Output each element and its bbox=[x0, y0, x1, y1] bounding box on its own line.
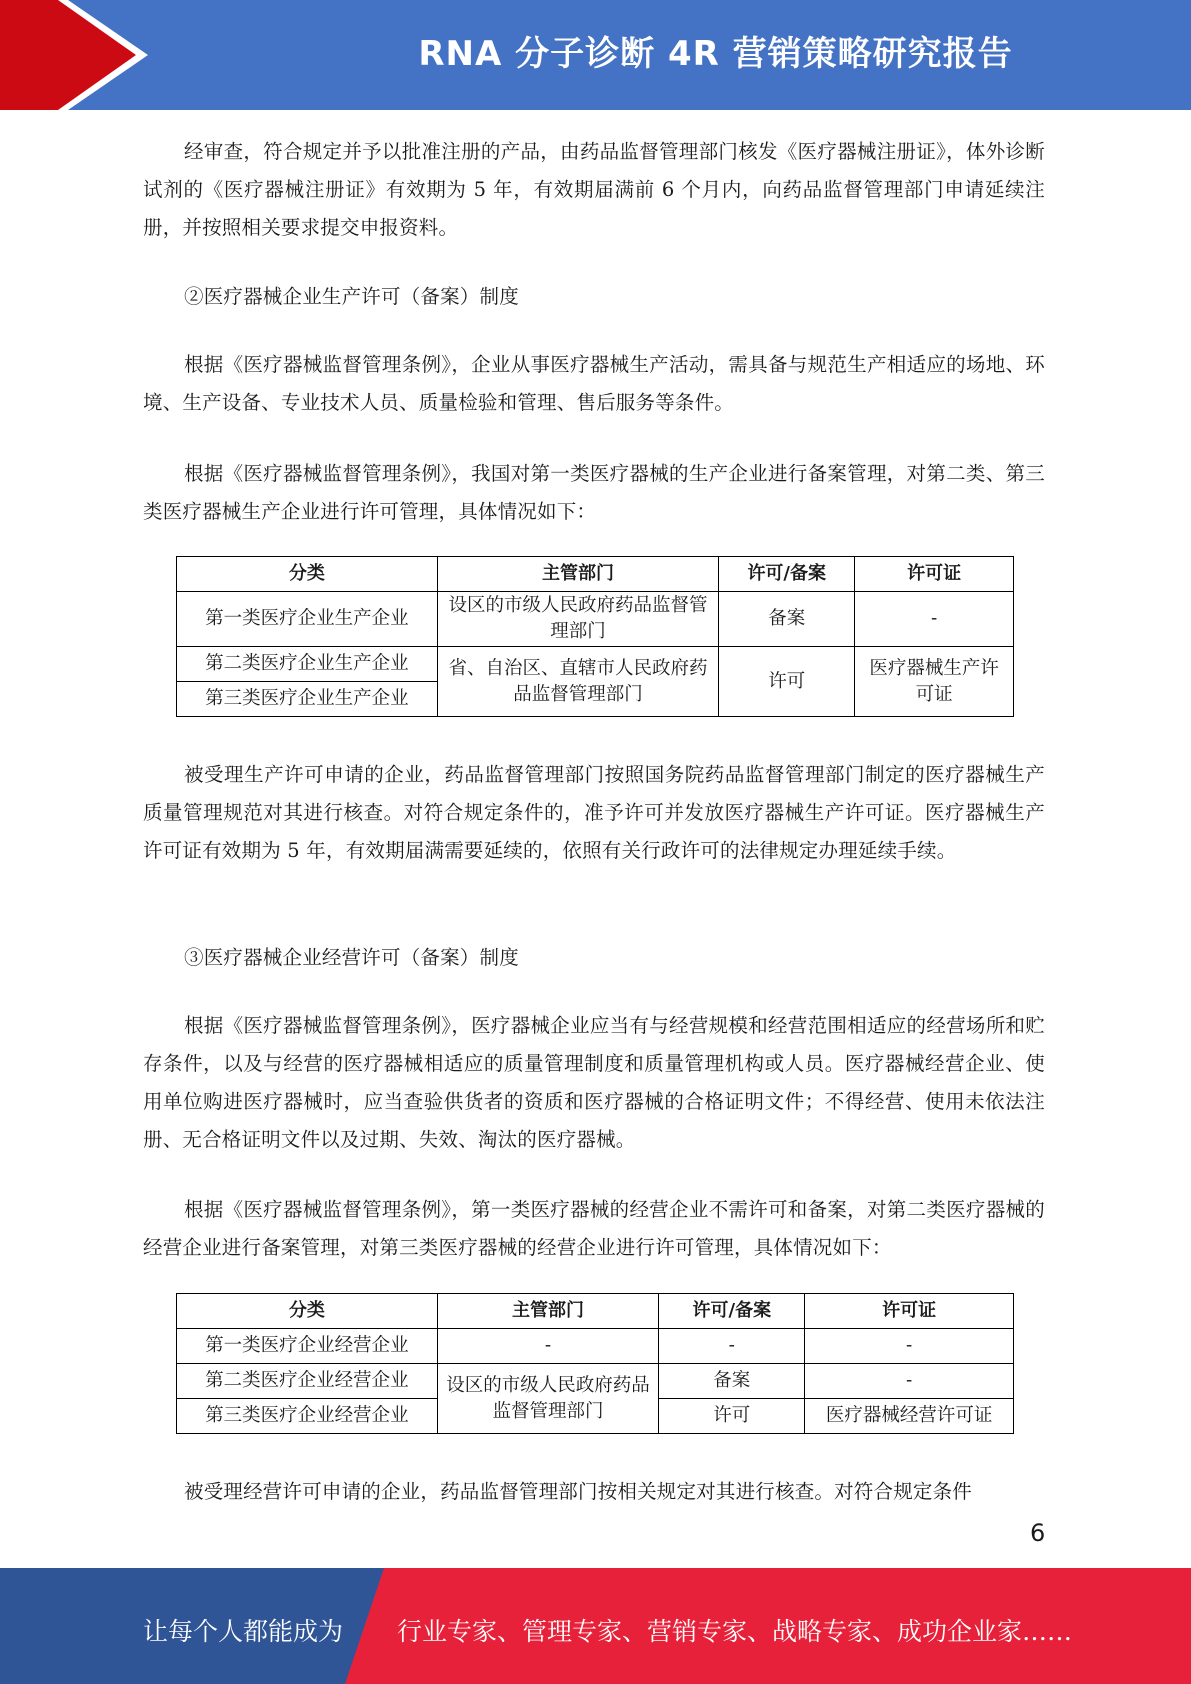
cell-license-type: - bbox=[659, 1329, 805, 1364]
red-chevron-logo bbox=[0, 0, 160, 110]
cell-certificate: - bbox=[805, 1329, 1014, 1364]
table-row bbox=[177, 592, 1014, 647]
table-row bbox=[177, 647, 1014, 682]
cell-category: 第一类医疗企业经营企业 bbox=[177, 1329, 438, 1364]
operation-license-table bbox=[176, 1293, 1014, 1434]
paragraph-production-management: 根据《医疗器械监督管理条例》，我国对第一类医疗器械的生产企业进行备案管理，对第二类、第三类医疗器械生产企业进行许可管理，具体情况如下： bbox=[143, 462, 1045, 523]
cell-license-type: 许可 bbox=[719, 647, 855, 717]
report-title: RNA 分子诊断 4R 营销策略研究报告 bbox=[418, 34, 1013, 74]
footer-slogan-right: 行业专家、管理专家、营销专家、战略专家、成功企业家…… bbox=[397, 1617, 1073, 1646]
header-certificate: 许可证 bbox=[805, 1294, 1014, 1329]
paragraph-production-inspection: 被受理生产许可申请的企业，药品监督管理部门按照国务院药品监督管理部门制定的医疗器械生产质量管理规范对其进行核查。对符合规定条件的，准予许可并发放医疗器械生产许可证。医疗器械生产许可证有效期为 5 年，有效期届满需要延续的，依照有关行政许可的法律规定办理延续手续。 bbox=[143, 763, 1045, 862]
footer-slogan-left: 让每个人都能成为 bbox=[143, 1617, 344, 1646]
header-department: 主管部门 bbox=[437, 557, 719, 592]
table-row bbox=[177, 1364, 1014, 1399]
cell-license-type: 备案 bbox=[719, 592, 855, 647]
paragraph-production-conditions: 根据《医疗器械监督管理条例》，企业从事医疗器械生产活动，需具备与规范生产相适应的场地、环境、生产设备、专业技术人员、质量检验和管理、售后服务等条件。 bbox=[143, 353, 1045, 414]
report-header bbox=[0, 0, 1191, 110]
table-header-row bbox=[177, 557, 1014, 592]
cell-license-type: 许可 bbox=[659, 1399, 805, 1434]
cell-department: 省、自治区、直辖市人民政府药品监督管理部门 bbox=[437, 647, 719, 717]
cell-category: 第二类医疗企业生产企业 bbox=[177, 647, 438, 682]
header-department: 主管部门 bbox=[437, 1294, 659, 1329]
cell-category: 第二类医疗企业经营企业 bbox=[177, 1364, 438, 1399]
cell-certificate: 医疗器械生产许可证 bbox=[855, 647, 1014, 717]
cell-category: 第三类医疗企业经营企业 bbox=[177, 1399, 438, 1434]
paragraph-operation-conditions: 根据《医疗器械监督管理条例》，医疗器械企业应当有与经营规模和经营范围相适应的经营场所和贮存条件，以及与经营的医疗器械相适应的质量管理制度和质量管理机构或人员。医疗器械经营企业、使用单位购进医疗器械时，应当查验供货者的资质和医疗器械的合格证明文件；不得经营、使用未依法注册、无合格证明文件以及过期、失效、淘汰的医疗器械。 bbox=[143, 1014, 1045, 1151]
table-row bbox=[177, 1329, 1014, 1364]
cell-certificate: - bbox=[805, 1364, 1014, 1399]
page-number: 6 bbox=[1030, 1519, 1046, 1547]
cell-certificate: 医疗器械经营许可证 bbox=[805, 1399, 1014, 1434]
header-certificate: 许可证 bbox=[855, 557, 1014, 592]
paragraph-operation-management: 根据《医疗器械监督管理条例》，第一类医疗器械的经营企业不需许可和备案，对第二类医疗器械的经营企业进行备案管理，对第三类医疗器械的经营企业进行许可管理，具体情况如下： bbox=[143, 1198, 1045, 1259]
report-footer bbox=[0, 1568, 1191, 1684]
section-heading-production-license: ②医疗器械企业生产许可（备案）制度 bbox=[184, 285, 519, 308]
cell-category: 第一类医疗企业生产企业 bbox=[177, 592, 438, 647]
cell-department: 设区的市级人民政府药品监督管理部门 bbox=[437, 592, 719, 647]
cell-department: 设区的市级人民政府药品监督管理部门 bbox=[437, 1364, 659, 1434]
header-category: 分类 bbox=[177, 557, 438, 592]
cell-certificate: - bbox=[855, 592, 1014, 647]
header-license-type: 许可/备案 bbox=[659, 1294, 805, 1329]
cell-license-type: 备案 bbox=[659, 1364, 805, 1399]
table-header-row bbox=[177, 1294, 1014, 1329]
cell-department: - bbox=[437, 1329, 659, 1364]
section-heading-operation-license: ③医疗器械企业经营许可（备案）制度 bbox=[184, 946, 519, 969]
production-license-table bbox=[176, 556, 1014, 717]
cell-category: 第三类医疗企业生产企业 bbox=[177, 682, 438, 717]
paragraph-operation-inspection: 被受理经营许可申请的企业，药品监督管理部门按相关规定对其进行核查。对符合规定条件 bbox=[184, 1480, 973, 1503]
paragraph-registration-validity: 经审查，符合规定并予以批准注册的产品，由药品监督管理部门核发《医疗器械注册证》，体外诊断试剂的《医疗器械注册证》有效期为 5 年，有效期届满前 6 个月内，向药品监督管理部门申请延续注册，并按照相关要求提交申报资料。 bbox=[143, 140, 1045, 239]
header-license-type: 许可/备案 bbox=[719, 557, 855, 592]
header-category: 分类 bbox=[177, 1294, 438, 1329]
